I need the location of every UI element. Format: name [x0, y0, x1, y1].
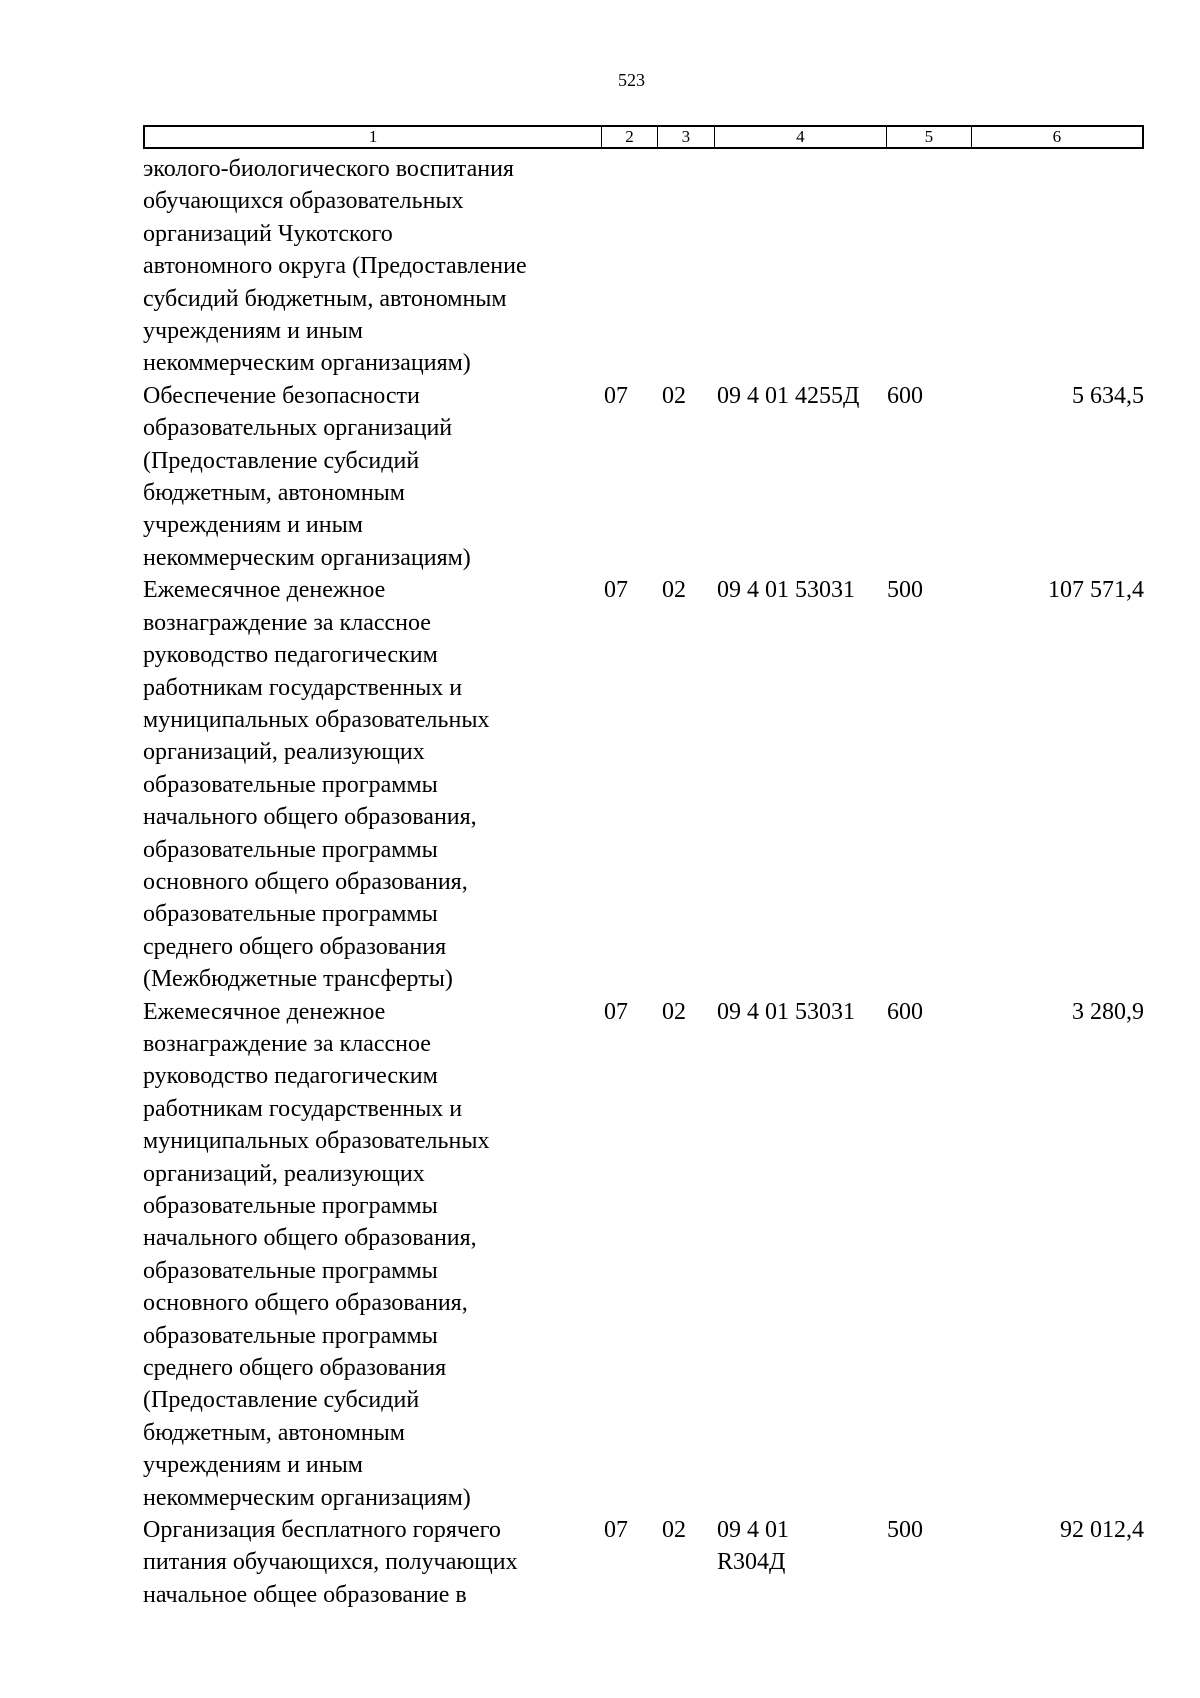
table-header-row — [143, 125, 1144, 149]
row-name: Ежемесячное денежное вознаграждение за классное руководство педагогическим работникам государственных и муниципальных образовательных организаций, реализующих образовательные программы начального общего образования, образовательные программы основного общего образования, образовательные программы среднего общего образования (Предоставление субсидий бюджетным, автономным учреждениям и иным некоммерческим организациям) — [143, 998, 490, 1511]
row-name: Обеспечение безопасности образовательных организаций (Предоставление субсидий бюджетным, автономным учреждениям и иным некоммерческим организациям) — [143, 382, 471, 571]
row-expense-type: 600 — [887, 382, 923, 409]
row-section: 07 — [604, 382, 628, 409]
row-amount: 107 571,4 — [1048, 577, 1144, 604]
row-section: 07 — [604, 998, 628, 1025]
header-cell-6: 6 — [971, 127, 1142, 147]
row-subsection: 02 — [662, 382, 686, 409]
row-amount: 92 012,4 — [1060, 1517, 1144, 1544]
budget-table-body — [143, 153, 1144, 1611]
header-cell-2: 2 — [601, 127, 657, 147]
table-row — [143, 996, 1144, 1515]
header-cell-3: 3 — [657, 127, 714, 147]
table-row — [143, 380, 1144, 574]
row-target-code: 09 4 01 53031 — [717, 998, 855, 1025]
header-cell-5: 5 — [886, 127, 971, 147]
header-cell-1: 1 — [368, 127, 378, 146]
row-expense-type: 600 — [887, 998, 923, 1025]
row-name: Организация бесплатного горячего питания обучающихся, получающих начальное общее образование в — [143, 1517, 518, 1608]
row-name: эколого-биологического воспитания обучающихся образовательных организаций Чукотского автономного округа (Предоставление субсидий бюджетным, автономным учреждениям и иным некоммерческим организациям) — [143, 156, 527, 377]
row-amount: 3 280,9 — [1072, 998, 1144, 1025]
row-expense-type: 500 — [887, 1517, 923, 1544]
table-row — [143, 153, 1144, 380]
row-target-code: 09 4 01 R304Д — [717, 1517, 789, 1576]
page-number: 523 — [618, 70, 645, 90]
row-section: 07 — [604, 1517, 628, 1544]
table-row — [143, 1514, 1144, 1611]
row-amount: 5 634,5 — [1072, 382, 1144, 409]
row-subsection: 02 — [662, 577, 686, 604]
row-name: Ежемесячное денежное вознаграждение за классное руководство педагогическим работникам государственных и муниципальных образовательных организаций, реализующих образовательные программы начального общего образования, образовательные программы основного общего образования, образовательные программы среднего общего образования (Межбюджетные трансферты) — [143, 577, 490, 993]
header-cell-4: 4 — [714, 127, 886, 147]
row-subsection: 02 — [662, 1517, 686, 1544]
row-section: 07 — [604, 577, 628, 604]
row-target-code: 09 4 01 53031 — [717, 577, 855, 604]
row-expense-type: 500 — [887, 577, 923, 604]
row-subsection: 02 — [662, 998, 686, 1025]
row-target-code: 09 4 01 4255Д — [717, 382, 860, 409]
table-row — [143, 574, 1144, 995]
